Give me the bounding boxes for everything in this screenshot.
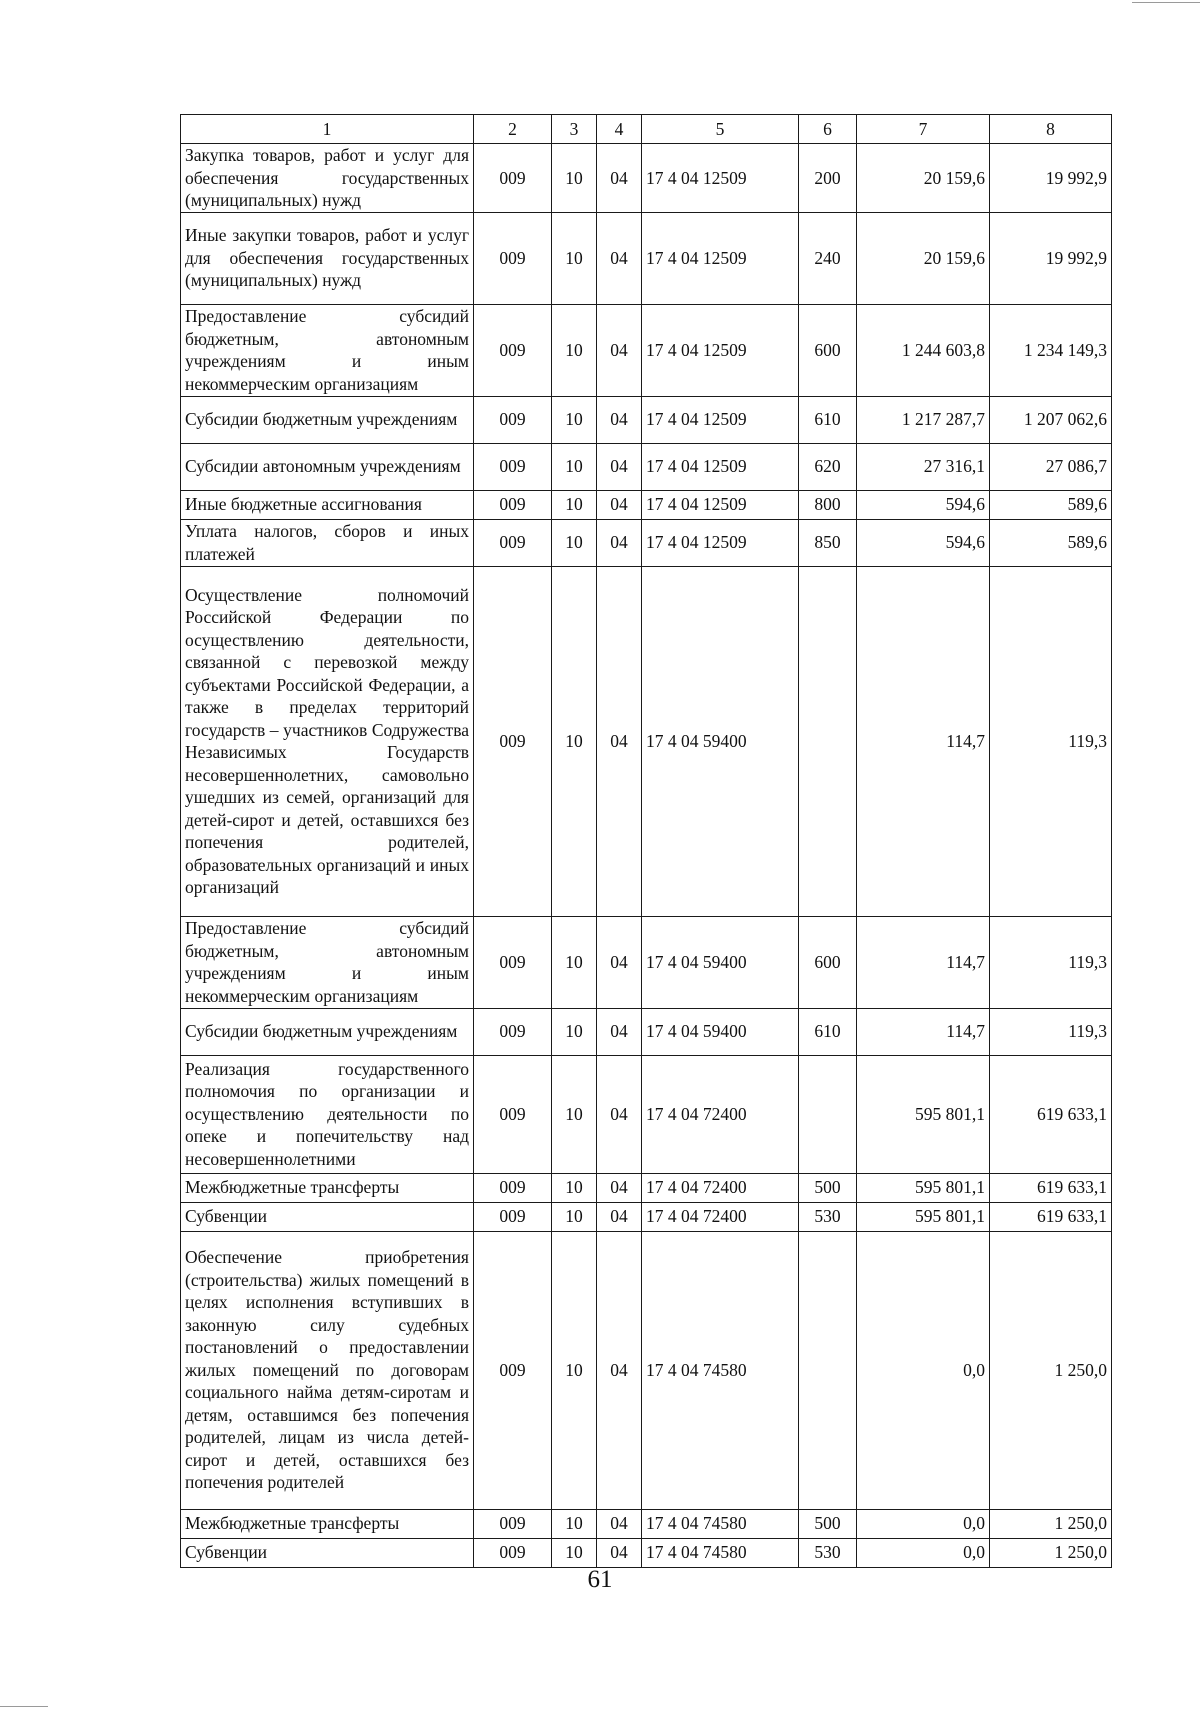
cell-subsection: 04 [597,1055,642,1173]
cell-section: 10 [552,1055,597,1173]
table-row [181,916,1112,1008]
cell-section: 10 [552,1538,597,1567]
cell-amount-year1: 1 217 287,7 [857,396,990,443]
cell-expense-type: 610 [799,396,857,443]
cell-subsection: 04 [597,916,642,1008]
cell-ministry: 009 [474,144,552,213]
row-name: Субвенции [181,1202,474,1231]
cell-amount-year2: 1 234 149,3 [990,304,1112,396]
column-header: 6 [799,115,857,144]
cell-subsection: 04 [597,1509,642,1538]
table-row [181,144,1112,213]
cell-subsection: 04 [597,212,642,304]
cell-section: 10 [552,519,597,566]
cell-expense-type: 530 [799,1202,857,1231]
column-header: 4 [597,115,642,144]
cell-amount-year1: 595 801,1 [857,1202,990,1231]
table-row [181,443,1112,490]
scan-edge-mark [0,1706,48,1707]
row-name: Обеспечение приобретения (строительства) жилых помещений в целях исполнения вступивших в законную силу судебных постановлений о предоставлении жилых помещений по договорам социального найма детям-сиротам и детям, оставшимся без попечения родителей, лицам из числа детей-сирот и детей, оставшихся без попечения родителей [181,1231,474,1509]
cell-section: 10 [552,304,597,396]
cell-target-article: 17 4 04 12509 [642,144,799,213]
table-row [181,519,1112,566]
cell-amount-year2: 589,6 [990,519,1112,566]
cell-expense-type: 850 [799,519,857,566]
cell-amount-year2: 1 250,0 [990,1538,1112,1567]
cell-section: 10 [552,566,597,916]
cell-subsection: 04 [597,144,642,213]
cell-ministry: 009 [474,566,552,916]
cell-amount-year1: 0,0 [857,1231,990,1509]
cell-target-article: 17 4 04 72400 [642,1173,799,1202]
cell-subsection: 04 [597,519,642,566]
cell-amount-year2: 1 250,0 [990,1231,1112,1509]
cell-expense-type: 620 [799,443,857,490]
cell-amount-year1: 114,7 [857,916,990,1008]
cell-expense-type [799,566,857,916]
cell-ministry: 009 [474,396,552,443]
cell-subsection: 04 [597,396,642,443]
cell-section: 10 [552,1202,597,1231]
cell-amount-year2: 619 633,1 [990,1055,1112,1173]
cell-expense-type [799,1055,857,1173]
cell-expense-type: 610 [799,1008,857,1055]
cell-section: 10 [552,443,597,490]
cell-subsection: 04 [597,1008,642,1055]
cell-target-article: 17 4 04 12509 [642,396,799,443]
row-name: Иные закупки товаров, работ и услуг для обеспечения государственных (муниципальных) нужд [181,212,474,304]
cell-amount-year1: 20 159,6 [857,144,990,213]
cell-section: 10 [552,916,597,1008]
cell-subsection: 04 [597,443,642,490]
cell-amount-year1: 20 159,6 [857,212,990,304]
cell-amount-year2: 119,3 [990,1008,1112,1055]
table-row [181,1538,1112,1567]
cell-target-article: 17 4 04 59400 [642,566,799,916]
cell-ministry: 009 [474,1231,552,1509]
cell-ministry: 009 [474,1008,552,1055]
row-name: Уплата налогов, сборов и иных платежей [181,519,474,566]
cell-section: 10 [552,1008,597,1055]
cell-ministry: 009 [474,916,552,1008]
row-name: Субсидии автономным учреждениям [181,443,474,490]
cell-section: 10 [552,490,597,519]
cell-subsection: 04 [597,1202,642,1231]
column-header: 7 [857,115,990,144]
cell-expense-type: 600 [799,916,857,1008]
cell-subsection: 04 [597,1538,642,1567]
cell-ministry: 009 [474,304,552,396]
cell-section: 10 [552,212,597,304]
cell-subsection: 04 [597,566,642,916]
column-header: 3 [552,115,597,144]
cell-ministry: 009 [474,443,552,490]
row-name: Предоставление субсидий бюджетным, автономным учреждениям и иным некоммерческим организациям [181,916,474,1008]
cell-target-article: 17 4 04 59400 [642,1008,799,1055]
cell-section: 10 [552,1173,597,1202]
cell-target-article: 17 4 04 74580 [642,1538,799,1567]
table-row [181,1509,1112,1538]
table-row [181,304,1112,396]
cell-ministry: 009 [474,519,552,566]
cell-section: 10 [552,1509,597,1538]
row-name: Иные бюджетные ассигнования [181,490,474,519]
cell-ministry: 009 [474,1173,552,1202]
budget-table [180,114,1112,1568]
row-name: Субсидии бюджетным учреждениям [181,396,474,443]
row-name: Осуществление полномочий Российской Федерации по осуществлению деятельности, связанной с перевозкой между субъектами Российской Федерации, а также в пределах территорий государств – участников Содружества Независимых Государств несовершеннолетних, самовольно ушедших из семей, организаций для детей-сирот и детей, оставшихся без попечения родителей, образовательных организаций и иных организаций [181,566,474,916]
cell-amount-year2: 619 633,1 [990,1202,1112,1231]
cell-ministry: 009 [474,1202,552,1231]
table-row [181,490,1112,519]
cell-target-article: 17 4 04 74580 [642,1231,799,1509]
cell-subsection: 04 [597,304,642,396]
cell-amount-year1: 27 316,1 [857,443,990,490]
cell-amount-year2: 1 207 062,6 [990,396,1112,443]
row-name: Межбюджетные трансферты [181,1173,474,1202]
cell-expense-type: 500 [799,1173,857,1202]
cell-expense-type: 600 [799,304,857,396]
scan-edge-mark [1132,2,1200,3]
cell-amount-year2: 19 992,9 [990,212,1112,304]
cell-amount-year2: 589,6 [990,490,1112,519]
cell-ministry: 009 [474,490,552,519]
cell-section: 10 [552,144,597,213]
cell-amount-year2: 119,3 [990,566,1112,916]
cell-ministry: 009 [474,1538,552,1567]
table-row [181,1055,1112,1173]
cell-subsection: 04 [597,1231,642,1509]
table-row [181,396,1112,443]
cell-expense-type: 500 [799,1509,857,1538]
cell-expense-type: 530 [799,1538,857,1567]
table-row [181,1008,1112,1055]
cell-ministry: 009 [474,1055,552,1173]
cell-amount-year1: 595 801,1 [857,1173,990,1202]
cell-amount-year1: 594,6 [857,519,990,566]
row-name: Субсидии бюджетным учреждениям [181,1008,474,1055]
cell-expense-type: 240 [799,212,857,304]
cell-target-article: 17 4 04 12509 [642,490,799,519]
table-row [181,1173,1112,1202]
cell-target-article: 17 4 04 72400 [642,1055,799,1173]
cell-amount-year1: 114,7 [857,1008,990,1055]
header-row [181,115,1112,144]
cell-amount-year1: 595 801,1 [857,1055,990,1173]
row-name: Межбюджетные трансферты [181,1509,474,1538]
cell-target-article: 17 4 04 59400 [642,916,799,1008]
page-number: 61 [587,1566,613,1593]
row-name: Реализация государственного полномочия по организации и осуществлению деятельности по опеке и попечительству над несовершеннолетними [181,1055,474,1173]
row-name: Закупка товаров, работ и услуг для обеспечения государственных (муниципальных) нужд [181,144,474,213]
cell-target-article: 17 4 04 12509 [642,212,799,304]
column-header: 5 [642,115,799,144]
cell-amount-year1: 114,7 [857,566,990,916]
cell-expense-type: 800 [799,490,857,519]
table-row [181,212,1112,304]
cell-amount-year2: 1 250,0 [990,1509,1112,1538]
cell-ministry: 009 [474,1509,552,1538]
cell-target-article: 17 4 04 12509 [642,519,799,566]
cell-expense-type: 200 [799,144,857,213]
column-header: 8 [990,115,1112,144]
cell-section: 10 [552,396,597,443]
cell-amount-year1: 0,0 [857,1509,990,1538]
cell-ministry: 009 [474,212,552,304]
cell-subsection: 04 [597,1173,642,1202]
row-name: Предоставление субсидий бюджетным, автономным учреждениям и иным некоммерческим организациям [181,304,474,396]
cell-amount-year1: 1 244 603,8 [857,304,990,396]
cell-target-article: 17 4 04 72400 [642,1202,799,1231]
cell-amount-year2: 119,3 [990,916,1112,1008]
table-row [181,566,1112,916]
cell-amount-year2: 619 633,1 [990,1173,1112,1202]
cell-amount-year1: 0,0 [857,1538,990,1567]
row-name: Субвенции [181,1538,474,1567]
table-row [181,1231,1112,1509]
cell-target-article: 17 4 04 12509 [642,443,799,490]
table-row [181,1202,1112,1231]
cell-section: 10 [552,1231,597,1509]
cell-expense-type [799,1231,857,1509]
cell-amount-year1: 594,6 [857,490,990,519]
column-header: 2 [474,115,552,144]
column-header: 1 [181,115,474,144]
cell-target-article: 17 4 04 74580 [642,1509,799,1538]
cell-amount-year2: 19 992,9 [990,144,1112,213]
cell-amount-year2: 27 086,7 [990,443,1112,490]
cell-target-article: 17 4 04 12509 [642,304,799,396]
cell-subsection: 04 [597,490,642,519]
